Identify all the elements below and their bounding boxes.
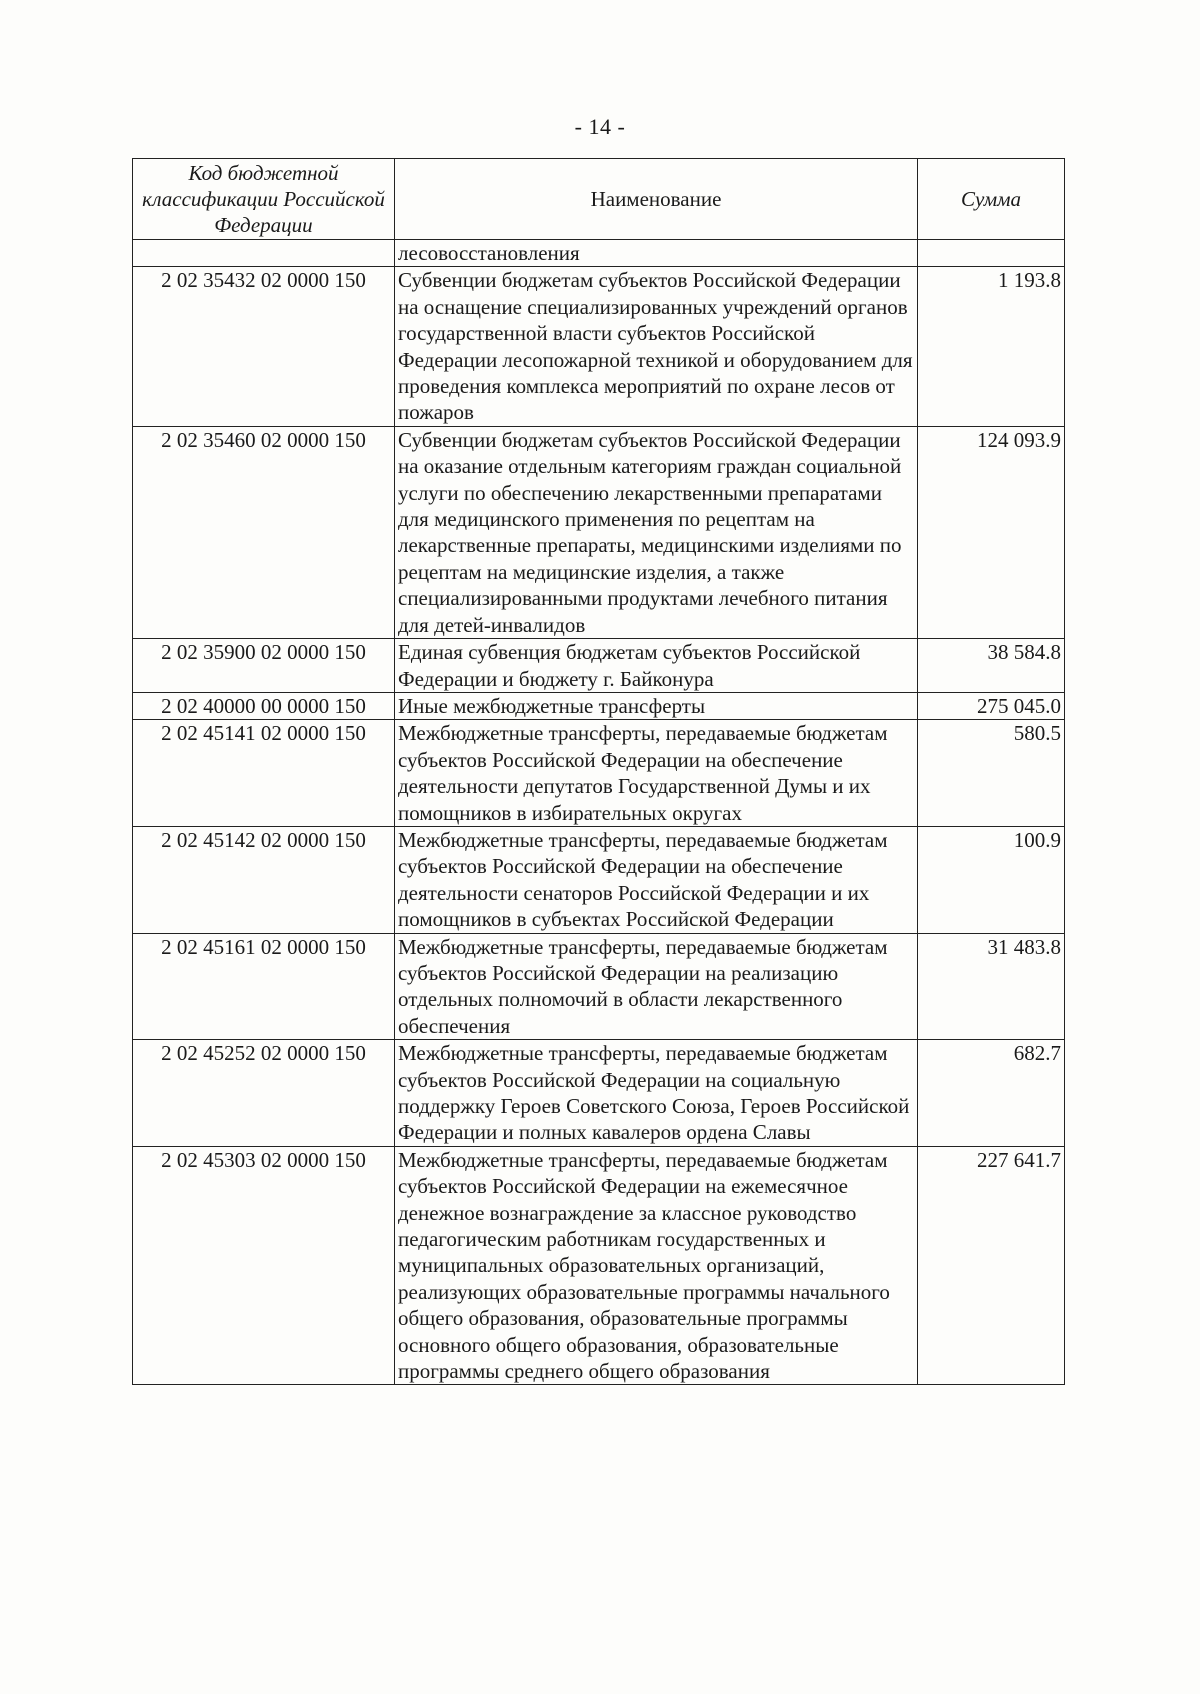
table-row	[133, 426, 1065, 638]
row-code: 2 02 45142 02 0000 150	[133, 826, 395, 933]
row-amount	[918, 240, 1065, 267]
row-code: 2 02 45252 02 0000 150	[133, 1040, 395, 1147]
row-name: Межбюджетные трансферты, передаваемые бюджетам субъектов Российской Федерации на обеспечение деятельности депутатов Государственной Думы и их помощников в избирательных округах	[395, 720, 918, 827]
row-name: Субвенции бюджетам субъектов Российской Федерации на оснащение специализированных учреждений органов государственной власти субъектов Российской Федерации лесопожарной техникой и оборудованием для проведения комплекса мероприятий по охране лесов от пожаров	[395, 267, 918, 426]
table-row	[133, 720, 1065, 827]
row-code	[133, 240, 395, 267]
row-amount: 580.5	[918, 720, 1065, 827]
row-code: 2 02 35432 02 0000 150	[133, 267, 395, 426]
row-code: 2 02 35900 02 0000 150	[133, 639, 395, 693]
page-number: - 14 -	[574, 114, 626, 139]
header-code: Код бюджетной классификации Российской Федерации	[133, 159, 395, 240]
row-name: Единая субвенция бюджетам субъектов Российской Федерации и бюджету г. Байконура	[395, 639, 918, 693]
row-name: Межбюджетные трансферты, передаваемые бюджетам субъектов Российской Федерации на реализацию отдельных полномочий в области лекарственного обеспечения	[395, 933, 918, 1040]
table-row	[133, 267, 1065, 426]
table-row	[133, 933, 1065, 1040]
table-row	[133, 1146, 1065, 1385]
row-code: 2 02 45303 02 0000 150	[133, 1146, 395, 1385]
table-row	[133, 240, 1065, 267]
row-code: 2 02 45161 02 0000 150	[133, 933, 395, 1040]
table-row	[133, 826, 1065, 933]
row-name: лесовосстановления	[395, 240, 918, 267]
row-code: 2 02 35460 02 0000 150	[133, 426, 395, 638]
row-amount: 124 093.9	[918, 426, 1065, 638]
header-name: Наименование	[395, 159, 918, 240]
row-amount: 227 641.7	[918, 1146, 1065, 1385]
row-amount: 38 584.8	[918, 639, 1065, 693]
row-amount: 100.9	[918, 826, 1065, 933]
row-code: 2 02 45141 02 0000 150	[133, 720, 395, 827]
table-row	[133, 639, 1065, 693]
table-header-row	[133, 159, 1065, 240]
row-amount: 682.7	[918, 1040, 1065, 1147]
budget-table	[132, 158, 1065, 1385]
row-name: Межбюджетные трансферты, передаваемые бюджетам субъектов Российской Федерации на социальную поддержку Героев Советского Союза, Героев Российской Федерации и полных кавалеров ордена Славы	[395, 1040, 918, 1147]
row-name: Иные межбюджетные трансферты	[395, 692, 918, 719]
row-name: Субвенции бюджетам субъектов Российской Федерации на оказание отдельным категориям граждан социальной услуги по обеспечению лекарственными препаратами для медицинского применения по рецептам на лекарственные препараты, медицинскими изделиями по рецептам на медицинские изделия, а также специализированными продуктами лечебного питания для детей-инвалидов	[395, 426, 918, 638]
row-name: Межбюджетные трансферты, передаваемые бюджетам субъектов Российской Федерации на обеспечение деятельности сенаторов Российской Федерации и их помощников в субъектах Российской Федерации	[395, 826, 918, 933]
row-code: 2 02 40000 00 0000 150	[133, 692, 395, 719]
header-sum: Сумма	[918, 159, 1065, 240]
row-name: Межбюджетные трансферты, передаваемые бюджетам субъектов Российской Федерации на ежемесячное денежное вознаграждение за классное руководство педагогическим работникам государственных и муниципальных образовательных организаций, реализующих образовательные программы начального общего образования, образовательные программы основного общего образования, образовательные программы среднего общего образования	[395, 1146, 918, 1385]
row-amount: 31 483.8	[918, 933, 1065, 1040]
table-row	[133, 1040, 1065, 1147]
table-row	[133, 692, 1065, 719]
row-amount: 1 193.8	[918, 267, 1065, 426]
row-amount: 275 045.0	[918, 692, 1065, 719]
